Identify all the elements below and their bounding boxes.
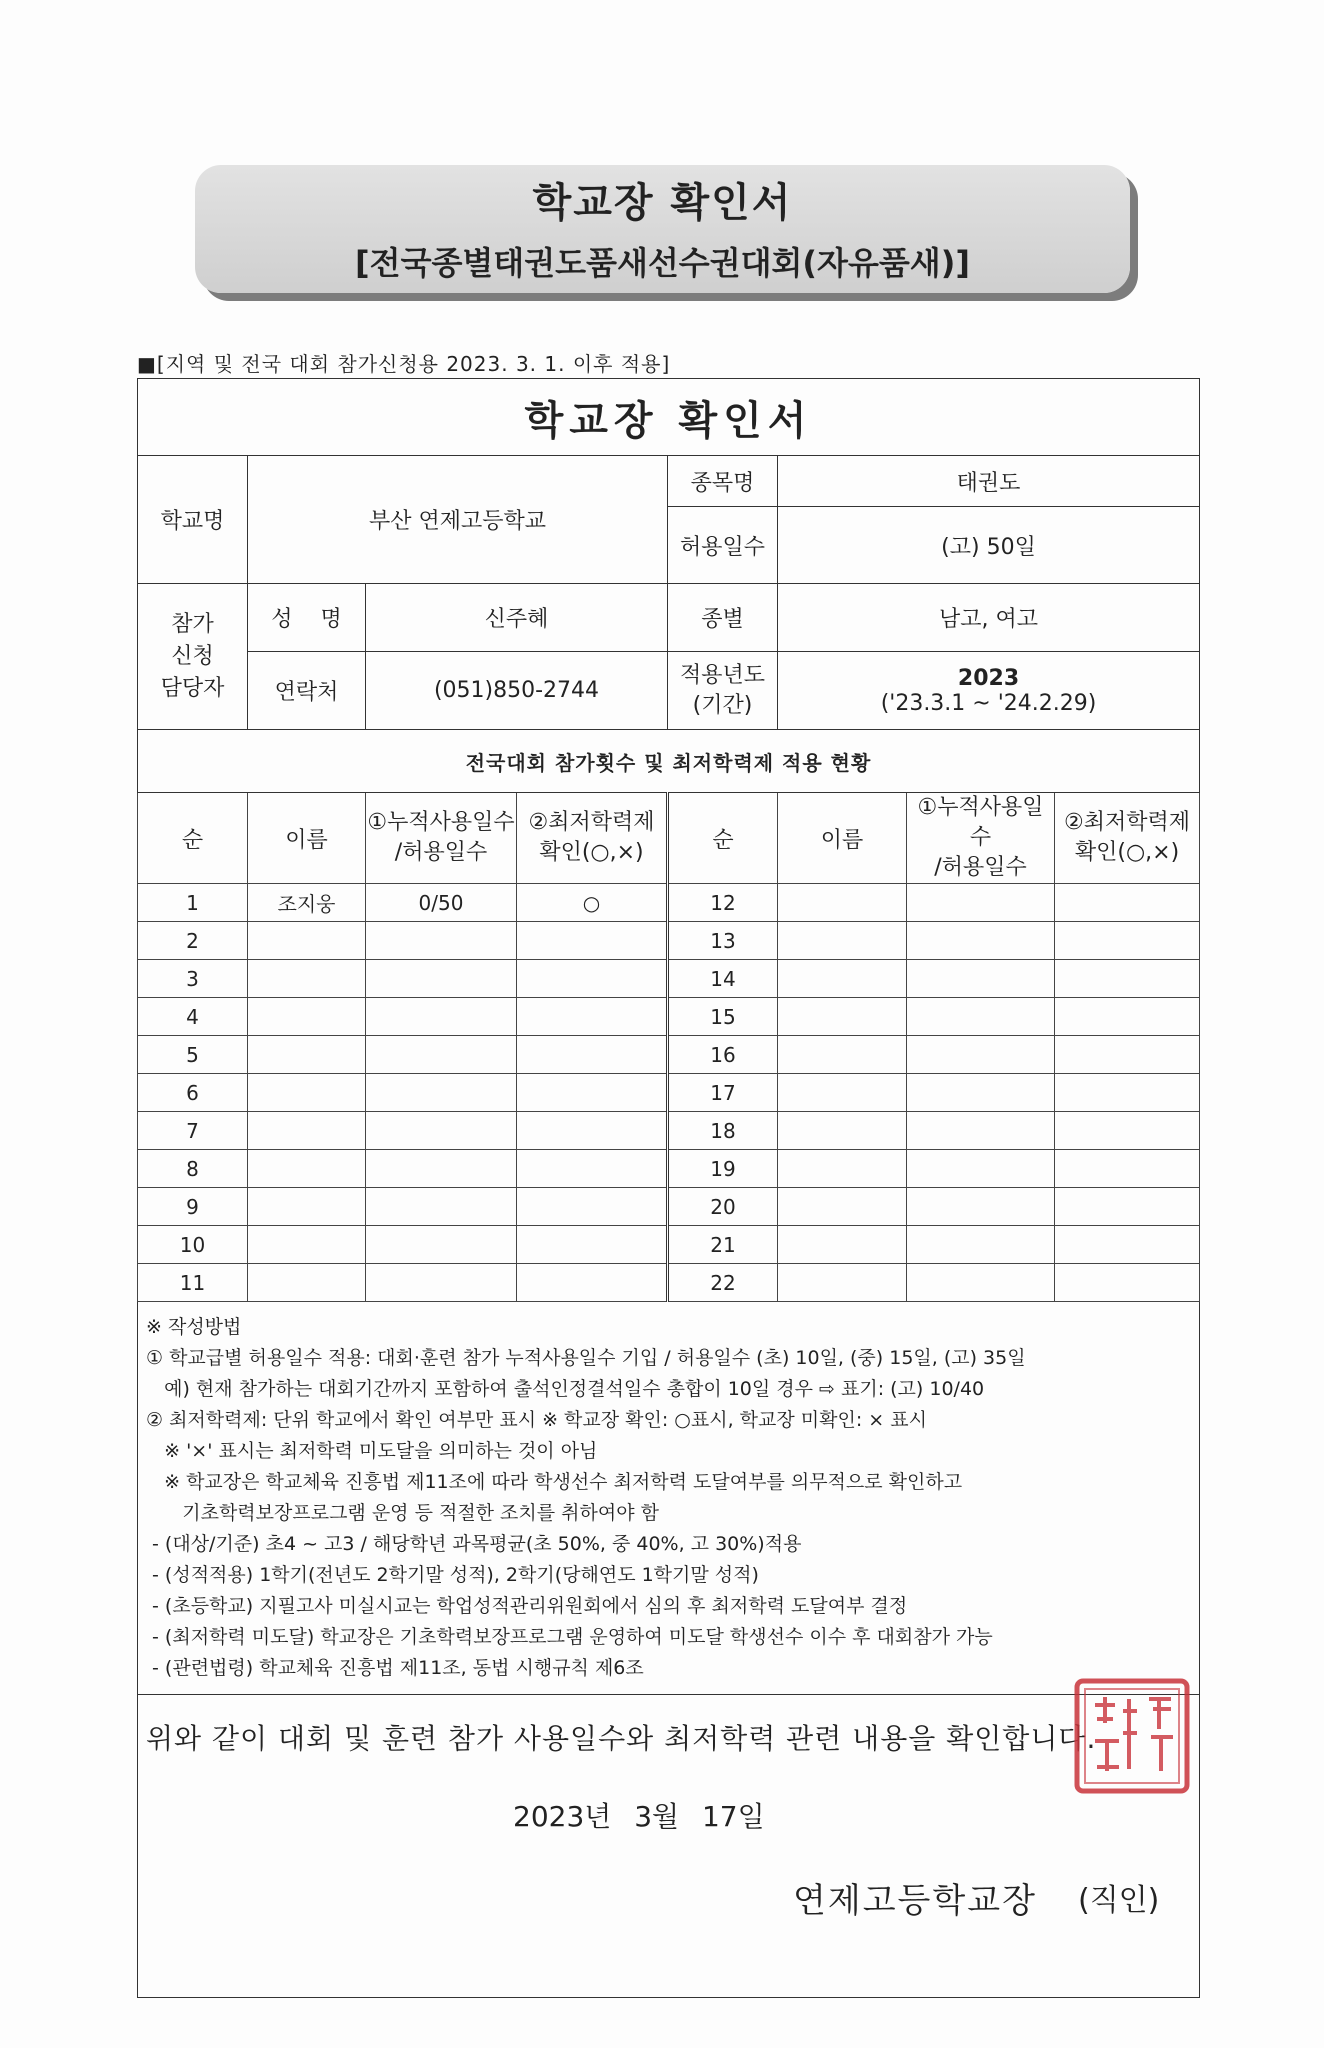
table-row — [138, 1112, 1200, 1150]
table-row — [138, 1226, 1200, 1264]
table-row — [138, 884, 1200, 922]
row-left-no: 11 — [138, 1264, 248, 1302]
row-right-days — [907, 1036, 1055, 1074]
table-row — [138, 1150, 1200, 1188]
row-left-no: 5 — [138, 1036, 248, 1074]
row-left-name — [248, 960, 366, 998]
row-left-name — [248, 1226, 366, 1264]
row-right-no: 21 — [668, 1226, 778, 1264]
col-no: 순 — [138, 793, 248, 884]
row-left-name — [248, 1150, 366, 1188]
row-right-no: 17 — [668, 1074, 778, 1112]
row-right-check — [1055, 1112, 1200, 1150]
confirmation-text: 위와 같이 대회 및 훈련 참가 사용일수와 최저학력 관련 내용을 확인합니다. — [146, 1722, 1097, 1755]
year-cell — [778, 652, 1200, 730]
row-left-no: 1 — [138, 884, 248, 922]
col-name: 이름 — [248, 793, 366, 884]
row-right-name — [778, 1226, 907, 1264]
sport-value: 태권도 — [778, 456, 1200, 507]
row-left-days — [366, 1112, 517, 1150]
row-right-days — [907, 1188, 1055, 1226]
row-left-days — [366, 1226, 517, 1264]
row-right-no: 22 — [668, 1264, 778, 1302]
row-right-days — [907, 1112, 1055, 1150]
confirmation-form — [137, 378, 1200, 1998]
confirmation-date: 2023년 3월 17일 — [513, 1800, 765, 1833]
row-right-check — [1055, 1264, 1200, 1302]
method-line: - (관련법령) 학교체육 진흥법 제11조, 동법 시행규칙 제6조 — [146, 1657, 644, 1679]
row-right-no: 19 — [668, 1150, 778, 1188]
method-line: ② 최저학력제: 단위 학교에서 확인 여부만 표시 ※ 학교장 확인: ○표시, 학교장 미확인: × 표시 — [146, 1409, 927, 1431]
row-left-no: 7 — [138, 1112, 248, 1150]
row-left-check — [517, 922, 668, 960]
row-left-days — [366, 1150, 517, 1188]
row-right-check — [1055, 1036, 1200, 1074]
row-left-check — [517, 1188, 668, 1226]
header-banner — [195, 165, 1130, 293]
row-left-name: 조지웅 — [248, 884, 366, 922]
method-line: 기초학력보장프로그램 운영 등 적절한 조치를 취하여야 함 — [146, 1502, 659, 1524]
days-value: (고) 50일 — [778, 507, 1200, 584]
row-left-name — [248, 1074, 366, 1112]
row-left-check — [517, 1112, 668, 1150]
row-left-name — [248, 1112, 366, 1150]
row-left-check — [517, 1264, 668, 1302]
row-right-name — [778, 1188, 907, 1226]
type-label: 종별 — [668, 584, 778, 652]
method-line: ※ 학교장은 학교체육 진흥법 제11조에 따라 학생선수 최저학력 도달여부를 의무적으로 확인하고 — [146, 1471, 963, 1493]
row-left-name — [248, 998, 366, 1036]
row-right-days — [907, 1074, 1055, 1112]
row-right-name — [778, 1074, 907, 1112]
row-left-days — [366, 998, 517, 1036]
sport-label: 종목명 — [668, 456, 778, 507]
row-right-no: 20 — [668, 1188, 778, 1226]
row-left-days — [366, 922, 517, 960]
row-right-name — [778, 922, 907, 960]
method-line: ① 학교급별 허용일수 적용: 대회·훈련 참가 누적사용일수 기입 / 허용일수 (초) 10일, (중) 15일, (고) 35일 — [146, 1347, 1026, 1369]
year-label: 적용년도 (기간) — [668, 652, 778, 730]
row-right-days — [907, 1264, 1055, 1302]
application-note: ■[지역 및 전국 대회 참가신청용 2023. 3. 1. 이후 적용] — [137, 352, 671, 376]
confirmation-block — [138, 1695, 1200, 1998]
name-label: 성 명 — [248, 584, 366, 652]
row-right-name — [778, 1264, 907, 1302]
method-line: 예) 현재 참가하는 대회기간까지 포함하여 출석인정결석일수 총합이 10일 경우 ⇨ 표기: (고) 10/40 — [146, 1378, 985, 1400]
row-right-days — [907, 1226, 1055, 1264]
row-left-days — [366, 1074, 517, 1112]
row-right-no: 16 — [668, 1036, 778, 1074]
row-right-no: 13 — [668, 922, 778, 960]
table-row — [138, 1036, 1200, 1074]
table-row — [138, 922, 1200, 960]
row-right-check — [1055, 884, 1200, 922]
phone-label: 연락처 — [248, 652, 366, 730]
row-left-check — [517, 1074, 668, 1112]
method-line: ※ '×' 표시는 최저학력 미도달을 의미하는 것이 아님 — [146, 1440, 598, 1462]
row-right-days — [907, 922, 1055, 960]
banner-title: 학교장 확인서 — [532, 180, 793, 226]
row-right-check — [1055, 1074, 1200, 1112]
method-line: - (성적적용) 1학기(전년도 2학기말 성적), 2학기(당해연도 1학기말 성적) — [146, 1564, 759, 1586]
row-left-check — [517, 960, 668, 998]
row-left-days — [366, 960, 517, 998]
type-value: 남고, 여고 — [778, 584, 1200, 652]
banner-subtitle: [전국종별태권도품새선수권대회(자유품새)] — [355, 244, 970, 282]
row-left-no: 2 — [138, 922, 248, 960]
row-left-no: 3 — [138, 960, 248, 998]
section-title: 전국대회 참가횟수 및 최저학력제 적용 현황 — [138, 730, 1200, 793]
row-left-no: 4 — [138, 998, 248, 1036]
row-right-no: 14 — [668, 960, 778, 998]
row-right-check — [1055, 1150, 1200, 1188]
method-line: - (대상/기준) 초4 ~ 고3 / 해당학년 과목평균(초 50%, 중 40%, 고 30%)적용 — [146, 1533, 802, 1555]
writing-method — [138, 1302, 1200, 1695]
signer-name: 연제고등학교장 — [793, 1881, 1037, 1921]
row-left-days: 0/50 — [366, 884, 517, 922]
method-line: - (초등학교) 지필고사 미실시교는 학업성적관리위원회에서 심의 후 최저학력 도달여부 결정 — [146, 1595, 908, 1617]
col-check: ②최저학력제 확인(○,×) — [517, 793, 668, 884]
row-left-days — [366, 1264, 517, 1302]
row-right-days — [907, 884, 1055, 922]
row-right-check — [1055, 960, 1200, 998]
row-right-name — [778, 1150, 907, 1188]
row-left-name — [248, 1188, 366, 1226]
row-left-name — [248, 922, 366, 960]
row-left-days — [366, 1188, 517, 1226]
row-right-no: 12 — [668, 884, 778, 922]
col-name: 이름 — [778, 793, 907, 884]
school-label: 학교명 — [138, 456, 248, 584]
col-days: ①누적사용일수 /허용일수 — [907, 793, 1055, 884]
row-left-check — [517, 1226, 668, 1264]
col-no: 순 — [668, 793, 778, 884]
table-row — [138, 1264, 1200, 1302]
table-row — [138, 1188, 1200, 1226]
row-right-name — [778, 960, 907, 998]
seal-label: (직인) — [1078, 1883, 1160, 1918]
row-right-no: 18 — [668, 1112, 778, 1150]
form-title: 학교장 확인서 — [138, 379, 1200, 456]
row-left-name — [248, 1036, 366, 1074]
row-right-name — [778, 1112, 907, 1150]
row-right-check — [1055, 1188, 1200, 1226]
method-line: - (최저학력 미도달) 학교장은 기초학력보장프로그램 운영하여 미도달 학생선수 이수 후 대회참가 가능 — [146, 1626, 993, 1648]
row-left-check: ○ — [517, 884, 668, 922]
row-left-check — [517, 1036, 668, 1074]
row-right-name — [778, 998, 907, 1036]
col-days: ①누적사용일수 /허용일수 — [366, 793, 517, 884]
table-row — [138, 960, 1200, 998]
year-period: ('23.3.1 ~ '24.2.29) — [880, 690, 1097, 716]
row-left-check — [517, 998, 668, 1036]
row-left-no: 8 — [138, 1150, 248, 1188]
row-left-no: 6 — [138, 1074, 248, 1112]
school-seal — [1071, 1675, 1193, 1797]
row-right-check — [1055, 922, 1200, 960]
contact-group-label: 참가 신청 담당자 — [138, 584, 248, 730]
row-right-name — [778, 1036, 907, 1074]
row-left-days — [366, 1036, 517, 1074]
phone-value: (051)850-2744 — [366, 652, 668, 730]
row-right-name — [778, 884, 907, 922]
method-line: ※ 작성방법 — [146, 1316, 242, 1338]
row-left-no: 10 — [138, 1226, 248, 1264]
name-value: 신주혜 — [366, 584, 668, 652]
row-right-no: 15 — [668, 998, 778, 1036]
row-right-days — [907, 998, 1055, 1036]
row-right-days — [907, 960, 1055, 998]
days-label: 허용일수 — [668, 507, 778, 584]
row-right-days — [907, 1150, 1055, 1188]
table-row — [138, 1074, 1200, 1112]
row-left-no: 9 — [138, 1188, 248, 1226]
row-right-check — [1055, 1226, 1200, 1264]
row-left-check — [517, 1150, 668, 1188]
school-name: 부산 연제고등학교 — [248, 456, 668, 584]
row-left-name — [248, 1264, 366, 1302]
row-right-check — [1055, 998, 1200, 1036]
table-header — [138, 793, 1200, 884]
year-value: 2023 — [957, 665, 1020, 691]
col-check: ②최저학력제 확인(○,×) — [1055, 793, 1200, 884]
table-row — [138, 998, 1200, 1036]
